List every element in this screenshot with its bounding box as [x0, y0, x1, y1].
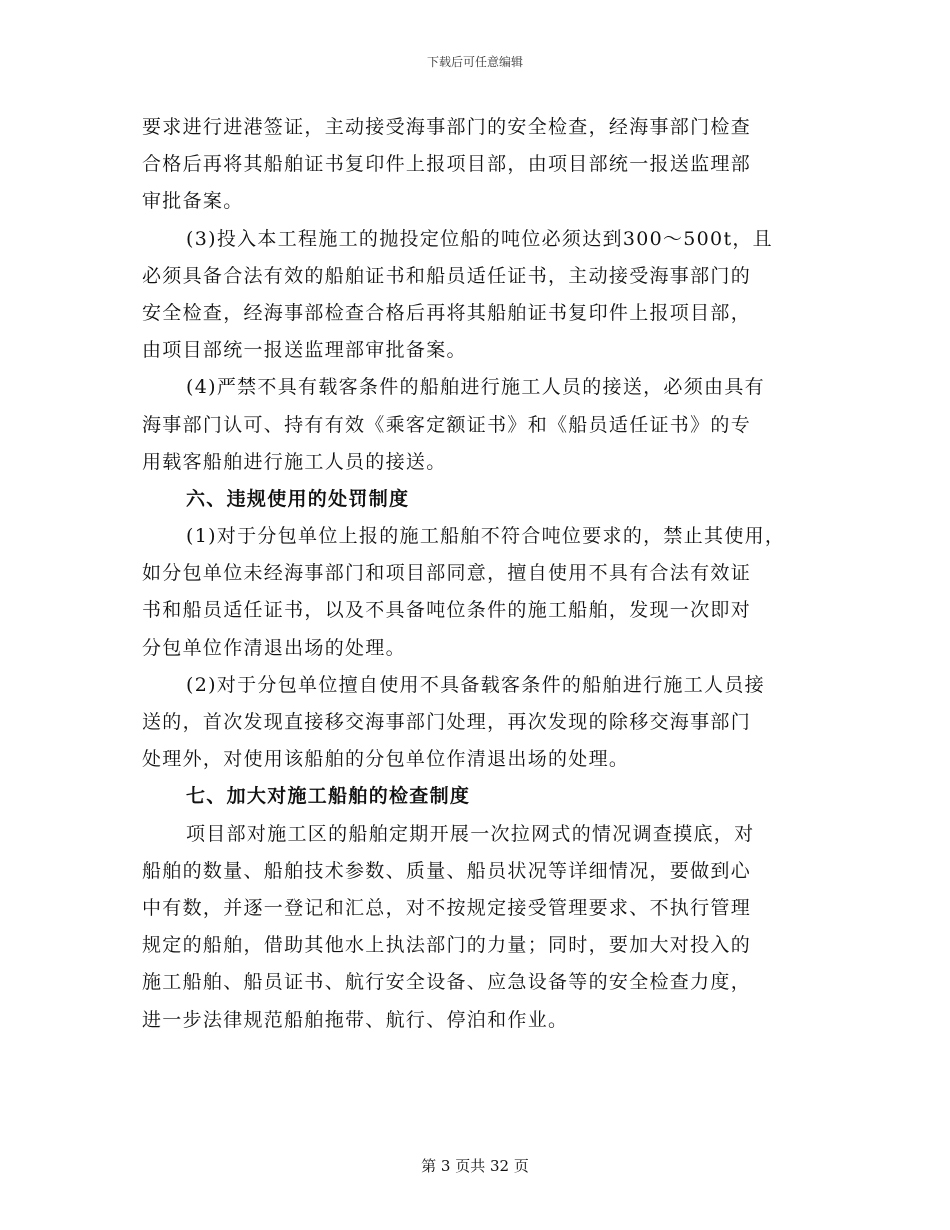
paragraph-line: 送的，首次发现直接移交海事部门处理，再次发现的除移交海事部门 — [142, 711, 752, 733]
paragraph-line: 施工船舶、船员证书、航行安全设备、应急设备等的安全检查力度， — [142, 971, 752, 994]
paragraph-line: 由项目部统一报送监理部审批备案。 — [142, 339, 467, 362]
paragraph-line: 必须具备合法有效的船舶证书和船员适任证书，主动接受海事部门的 — [142, 264, 752, 287]
paragraph-line: 处理外，对使用该船舶的分包单位作清退出场的处理。 — [142, 748, 630, 771]
paragraph-line: (4)严禁不具有载客条件的船舶进行施工人员的接送，必须由具有 — [186, 376, 765, 399]
paragraph-line: 合格后再将其船舶证书复印件上报项目部，由项目部统一报送监理部 — [142, 153, 752, 176]
paragraph-line: 规定的船舶，借助其他水上执法部门的力量；同时，要加大对投入的 — [142, 934, 752, 957]
section-heading: 七、加大对施工船舶的检查制度 — [186, 785, 471, 808]
paragraph-line: 中有数，并逐一登记和汇总，对不按规定接受管理要求、不执行管理 — [142, 896, 752, 919]
paragraph-line: 如分包单位未经海事部门和项目部同意，擅自使用不具有合法有效证 — [142, 562, 752, 585]
paragraph-line: 审批备案。 — [142, 190, 244, 213]
paragraph-line: 用载客船舶进行施工人员的接送。 — [142, 450, 447, 473]
paragraph-line: 要求进行进港签证，主动接受海事部门的安全检查，经海事部门检查 — [142, 116, 752, 138]
paragraph-line: 进一步法律规范船舶拖带、航行、停泊和作业。 — [142, 1008, 569, 1031]
paragraph-line: (1)对于分包单位上报的施工船舶不符合吨位要求的，禁止其使用， — [186, 525, 786, 548]
section-heading: 六、违规使用的处罚制度 — [186, 487, 410, 510]
paragraph-line: (3)投入本工程施工的抛投定位船的吨位必须达到300～500t，且 — [186, 227, 773, 250]
paragraph-line: 船舶的数量、船舶技术参数、质量、船员状况等详细情况，要做到心 — [142, 859, 752, 882]
paragraph-line: 安全检查，经海事部检查合格后再将其船舶证书复印件上报项目部， — [142, 301, 752, 324]
paragraph-line: 书和船员适任证书，以及不具备吨位条件的施工船舶，发现一次即对 — [142, 599, 752, 622]
paragraph-line: (2)对于分包单位擅自使用不具备载客条件的船舶进行施工人员接 — [186, 673, 765, 696]
page-footer: 第 3 页共 32 页 — [421, 1157, 529, 1175]
document-body — [142, 109, 832, 1039]
paragraph-line: 项目部对施工区的船舶定期开展一次拉网式的情况调查摸底，对 — [186, 822, 755, 845]
paragraph-line: 海事部门认可、持有有效《乘客定额证书》和《船员适任证书》的专 — [142, 413, 752, 436]
paragraph-line: 分包单位作清退出场的处理。 — [142, 636, 406, 659]
page-header: 下载后可任意编辑 — [426, 55, 523, 69]
